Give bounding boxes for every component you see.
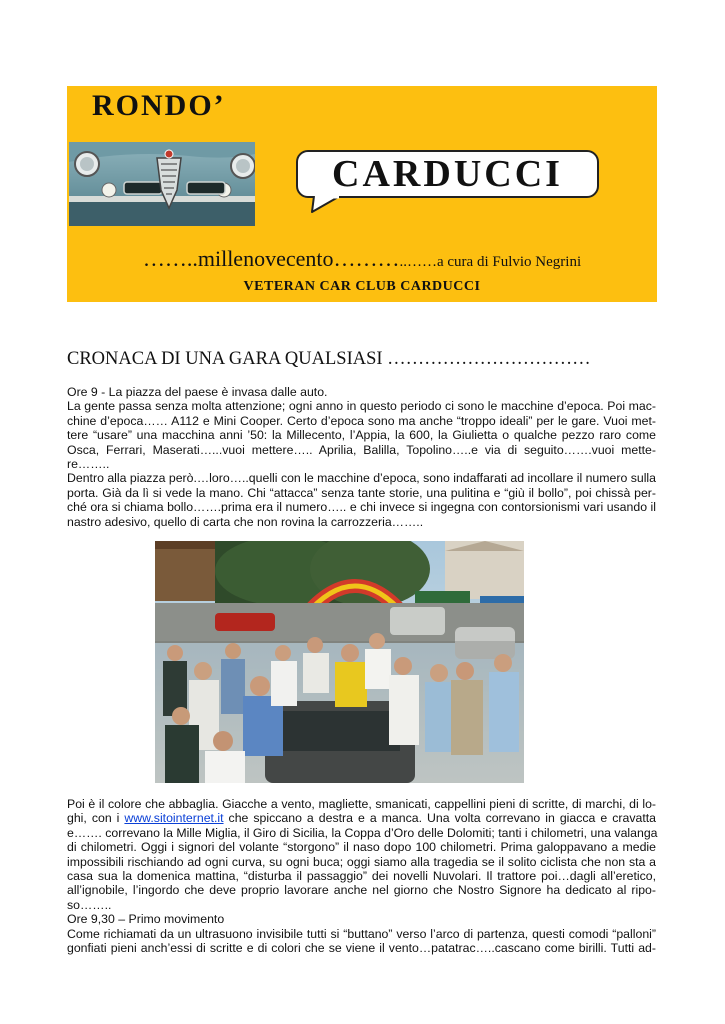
text-line: La gente passa senza molta attenzione; ogni anno in questo periodo ci sono le macchine d’epoca. Poi mac- <box>67 399 656 414</box>
text-line: di chilometri. Oggi i signori del volante “storgono” il naso dopo 100 chilometri. Prima galoppavano a medie <box>67 840 656 855</box>
text-line: gonfiati pieni anch’essi di scritte e di colori che se viene il vento…patatrac…..cascano come birilli. Tutti ad- <box>67 940 656 955</box>
text-line-with-link <box>67 811 656 825</box>
banner-subtitle <box>67 246 657 272</box>
banner-carducci-title: CARDUCCI <box>332 153 563 195</box>
text-line: re…….. <box>67 456 110 471</box>
rally-crowd-photo <box>155 541 524 783</box>
text-line: casa sua la domenica mattina, “disturba il passaggio” dei novelli Nuvolari. Il trattore poi…dagli all’eretico, <box>67 868 656 883</box>
subtitle-dots-a: …….. <box>142 246 198 271</box>
text-line: Poi è il colore che abbaglia. Giacche a vento, magliette, smanicati, cappellini pieni di scritte, di marchi, di lo- <box>67 797 656 811</box>
text-segment: ghi, con i <box>67 811 125 826</box>
text-line: porta. Già da lì si vede la mano. Chi “attacca” senza tante storie, una pulitina e “giù il bollo”, poi chissà per- <box>67 485 656 500</box>
text-line: Dentro alla piazza però.…loro…..quelli con le macchine d’epoca, sono indaffarati ad incollare il numero sulla <box>67 471 656 486</box>
article-paragraph-1 <box>67 385 656 529</box>
banner-rondo-title: RONDO’ <box>92 89 226 122</box>
subtitle-dots-b: ……… <box>333 246 400 271</box>
text-line: Osca, Ferrari, Maserati…...vuoi mettere….. Aprilia, Balilla, Topolino…..e via di seguito…….vuoi mette- <box>67 442 656 457</box>
text-segment: che spiccano a destra e a manca. Una volta correvano in giacca e cravatta <box>223 811 656 826</box>
article-title: CRONACA DI UNA GARA QUALSIASI …………………………… <box>67 349 591 369</box>
speech-bubble-tail-icon <box>310 196 350 214</box>
article-paragraph-2 <box>67 797 656 955</box>
text-line: Ore 9 - La piazza del paese è invasa dalle auto. <box>67 385 328 399</box>
text-line: e……. correvano la Mille Miglia, il Giro di Sicilia, la Coppa d’Oro delle Dolomiti; tanti i chilometri, una valanga <box>67 825 658 840</box>
classic-car-image <box>69 142 255 226</box>
text-line: nastro adesivo, quello di carta che non rovina la carrozzeria…….. <box>67 514 424 529</box>
website-link[interactable]: www.sitointernet.it <box>124 811 224 826</box>
text-line: tere “usare” una macchina anni ’50: la Millecento, l’Appia, la 600, la Giulietta o qualche pezzo raro come <box>67 428 656 443</box>
text-line: chine d’epoca…… A112 e Mini Cooper. Certo d’epoca sono ma anche “troppo ideali” per le gare. Vuoi met- <box>67 413 656 428</box>
subtitle-credit: a cura di Fulvio Negrini <box>436 254 582 270</box>
banner-club-name: VETERAN CAR CLUB CARDUCCI <box>243 279 481 294</box>
text-line: Come richiamati da un ultrasuono invisibile tutti si “buttano” verso l’arco di partenza, questi comodi “palloni” <box>67 926 656 941</box>
text-line: all’ignobile, l’ingordo che deve proprio lavorare anche nel giorno che Nostro Signore ha dedicato al ripo- <box>67 883 656 898</box>
text-line: ché ora si chiama bollo…….prima era il numero….. e chi invece si ingegna con contorsionismi vari usando il <box>67 500 656 515</box>
text-line: impossibili rischiando ad ogni curva, su ogni buca; oggi siamo alla tragedia se il solito ciclista che non sta a <box>67 854 656 869</box>
text-line: so…….. <box>67 897 112 912</box>
subtitle-small-dots: ..…… <box>399 254 437 270</box>
text-line: Ore 9,30 – Primo movimento <box>67 912 225 927</box>
subtitle-word: millenovecento <box>197 246 334 271</box>
